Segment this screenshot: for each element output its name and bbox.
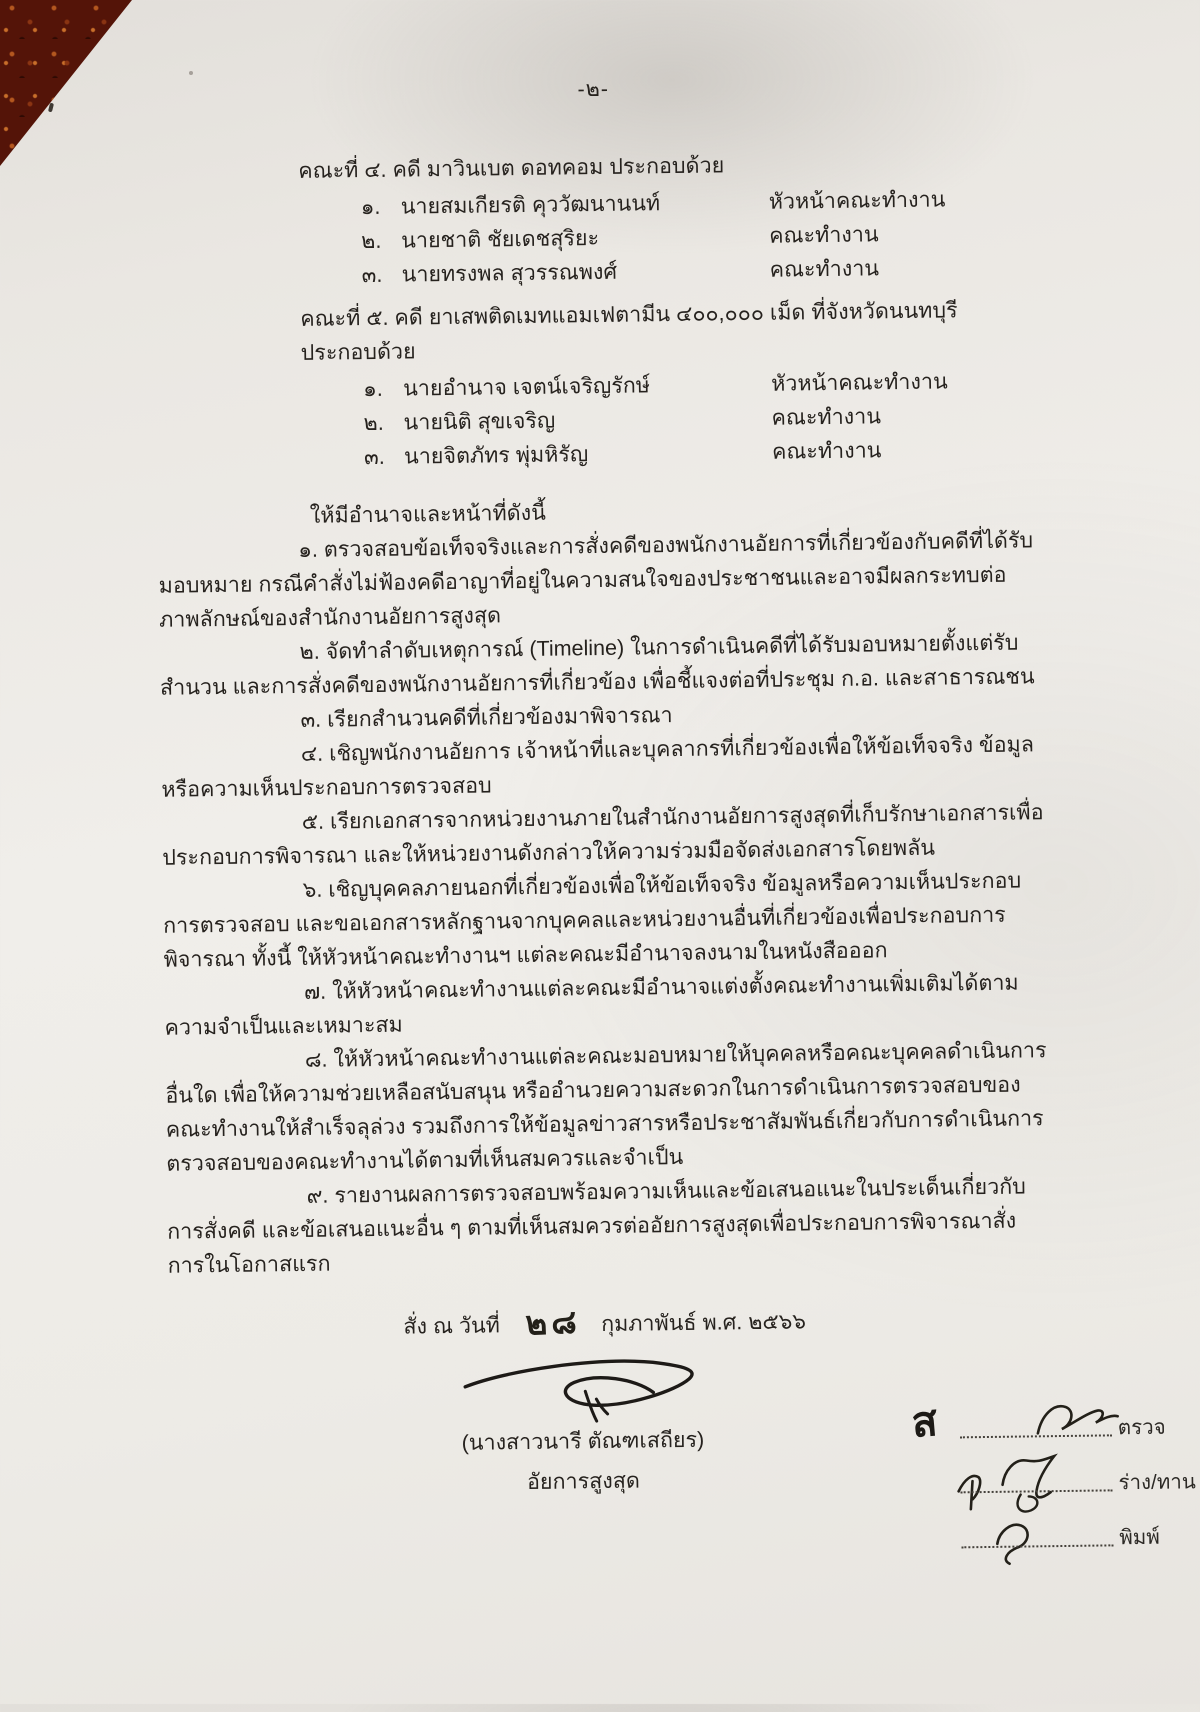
dotted-line	[961, 1544, 1113, 1548]
handwritten-date-day: ๒๘	[525, 1302, 582, 1342]
committee-4-section	[298, 144, 1037, 293]
duty-item-7: ๗. ให้หัวหน้าคณะทำงานแต่ละคณะมีอำนาจแต่งตั้งคณะทำงานเพิ่มเติมได้ตามความจำเป็นและเหมาะสม	[164, 970, 1019, 1040]
verify-row-check	[881, 1390, 1192, 1449]
member-role: หัวหน้าคณะทำงาน	[770, 369, 948, 396]
member-name: นายอำนาจ เจตน์เจริญรักษ์	[402, 373, 651, 401]
signer-name: (นางสาวนารี ตัณฑเสถียร)	[461, 1427, 705, 1455]
dotted-line	[961, 1489, 1113, 1493]
order-date-line	[403, 1297, 1050, 1343]
initials-scribble-icon	[1031, 1398, 1122, 1445]
duty-item-5: ๕. เรียกเอกสารจากหน่วยงานภายในสำนักงานอัยการสูงสุดที่เก็บรักษาเอกสารเพื่อประกอบการพิจารณา และให้หน่วยงานดังกล่าวให้ความร่วมมือจัดส่งเอกสารโดยพลัน	[162, 800, 1044, 870]
handwritten-mark: ส	[909, 1396, 940, 1446]
initials-scribble-icon	[983, 1513, 1074, 1566]
member-number: ๑.	[360, 194, 381, 220]
member-number: ๒.	[363, 410, 384, 436]
page-number: -๒-	[577, 76, 610, 102]
committee-title: คณะที่ ๔. คดี มาวินเบต ดอทคอม ประกอบด้วย	[298, 153, 725, 183]
member-number: ๒.	[361, 228, 382, 254]
verify-label: ตรวจ	[1117, 1415, 1166, 1440]
duty-item-2: ๒. จัดทำลำดับเหตุการณ์ (Timeline) ในการดำเนินคดีที่ได้รับมอบหมายตั้งแต่รับสำนวน และการสั่งคดีของพนักงานอัยการที่เกี่ยวข้อง เพื่อชี้แจงต่อที่ประชุม ก.อ. และสาธารณชน	[159, 630, 1035, 700]
verification-block	[881, 1390, 1196, 1559]
dotted-line	[960, 1434, 1112, 1438]
signature-block	[417, 1341, 749, 1503]
member-role: คณะทำงาน	[771, 404, 882, 430]
duty-item-6: ๖. เชิญบุคคลภายนอกที่เกี่ยวข้องเพื่อให้ข้อเท็จจริง ข้อมูลหรือความเห็นประกอบการตรวจสอบ และขอเอกสารหลักฐานจากบุคคลและหน่วยงานอื่นที่เกี่ยวข้องเพื่อประกอบการพิจารณา ทั้งนี้ ให้หัวหน้าคณะทำงานฯ แต่ละคณะมีอำนาจลงนามในหนังสือออก	[163, 868, 1022, 972]
member-name: นายจิตภัทร พุ่มหิรัญ	[403, 442, 589, 469]
verify-row-typed	[883, 1500, 1194, 1559]
member-role: คณะทำงาน	[769, 256, 880, 282]
duties-intro: ให้มีอำนาจและหน้าที่ดังนี้	[309, 500, 547, 528]
member-role: คณะทำงาน	[771, 438, 882, 464]
verify-label: พิมพ์	[1119, 1525, 1160, 1550]
member-number: ๓.	[361, 262, 383, 288]
committee-title: คณะที่ ๕. คดี ยาเสพติดเมทแอมเฟตามีน ๔๐๐,๐๐๐ เม็ด ที่จังหวัดนนทบุรี ประกอบด้วย	[300, 298, 958, 365]
member-number: ๓.	[363, 444, 385, 470]
duty-item-9: ๙. รายงานผลการตรวจสอบพร้อมความเห็นและข้อเสนอแนะในประเด็นเกี่ยวกับการสั่งคดี และข้อเสนอแนะอื่น ๆ ตามที่เห็นสมควรต่ออัยการสูงสุดเพื่อประกอบการพิจารณาสั่งการในโอกาสแรก	[167, 1174, 1027, 1278]
date-prefix: สั่ง ณ วันที่	[403, 1313, 501, 1339]
duty-item-3: ๓. เรียกสำนวนคดีที่เกี่ยวข้องมาพิจารณา	[300, 703, 673, 732]
committee-5-section	[300, 292, 1039, 475]
verify-label: ร่าง/ทาน	[1118, 1470, 1196, 1495]
member-name: นายสมเกียรติ คุววัฒนานนท์	[400, 191, 661, 219]
member-name: นายนิติ สุขเจริญ	[403, 408, 556, 435]
member-name: นายทรงพล สุวรรณพงศ์	[401, 259, 618, 287]
signature-icon	[457, 1342, 708, 1429]
duty-item-1: ๑. ตรวจสอบข้อเท็จจริงและการสั่งคดีของพนักงานอัยการที่เกี่ยวข้องกับคดีที่ได้รับมอบหมาย กรณีคำสั่งไม่ฟ้องคดีอาญาที่อยู่ในความสนใจของประชาชนและอาจมีผลกระทบต่อภาพลักษณ์ของสำนักงานอัยการสูงสุด	[158, 528, 1034, 632]
member-role: หัวหน้าคณะทำงาน	[768, 187, 946, 214]
member-number: ๑.	[362, 376, 383, 402]
member-role: คณะทำงาน	[769, 222, 879, 248]
duty-item-4: ๔. เชิญพนักงานอัยการ เจ้าหน้าที่และบุคลากรที่เกี่ยวข้องเพื่อให้ข้อเท็จจริง ข้อมูลหรือความเห็นประกอบการตรวจสอบ	[161, 732, 1035, 802]
date-suffix: กุมภาพันธ์ พ.ศ. ๒๕๖๖	[600, 1309, 807, 1337]
verify-row-draft	[882, 1445, 1196, 1504]
member-name: นายชาติ ชัยเดชสุริยะ	[401, 225, 600, 253]
signer-title: อัยการสูงสุด	[526, 1468, 641, 1495]
duty-item-8: ๘. ให้หัวหน้าคณะทำงานแต่ละคณะมอบหมายให้บุคคลหรือคณะบุคคลดำเนินการอื่นใด เพื่อให้ความช่วยเหลือสนับสนุน หรืออำนวยความสะดวกในการดำเนินการตรวจสอบของคณะทำงานให้สำเร็จลุล่วง รวมถึงการให้ข้อมูลข่าวสารหรือประชาสัมพันธ์เกี่ยวกับการดำเนินการตรวจสอบของคณะทำงานได้ตามที่เห็นสมควรและจำเป็น	[165, 1038, 1047, 1176]
